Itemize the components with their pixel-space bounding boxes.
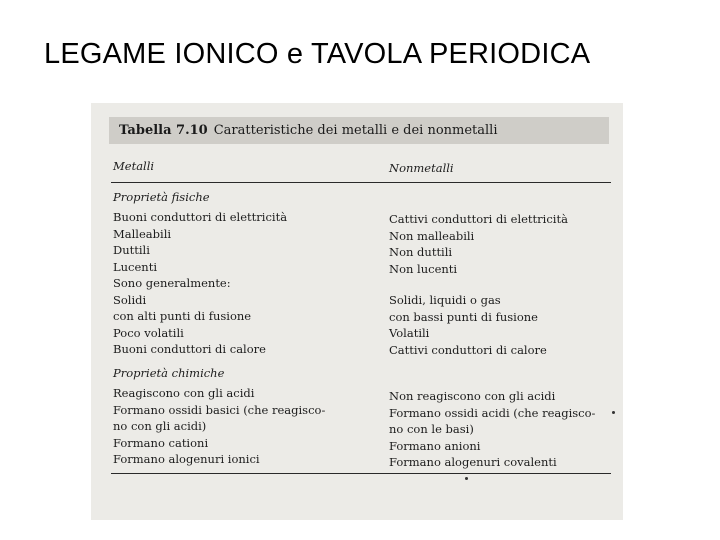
list-item: Formano alogenuri ionici: [113, 452, 260, 466]
list-item: Cattivi conduttori di elettricità: [389, 212, 568, 226]
list-item: Poco volatili: [113, 325, 184, 340]
list-item: Sono generalmente:: [113, 276, 231, 290]
list-item: Duttili: [113, 243, 150, 257]
table-number: Tabella 7.10: [119, 123, 208, 138]
list-item: Solidi: [113, 292, 147, 307]
general-properties-metals: [113, 275, 266, 358]
list-item: no con gli acidi): [113, 419, 207, 433]
list-item: Cattivi conduttori di calore: [389, 342, 547, 357]
physical-properties-nonmetals: [389, 211, 568, 277]
physical-properties-metals: [113, 209, 287, 275]
section-proprieta-fisiche: Proprietà fisiche: [113, 190, 210, 204]
list-item: Buoni conduttori di elettricità: [113, 210, 288, 224]
list-item: Solidi, liquidi o gas: [389, 293, 501, 307]
list-item: Formano anioni: [389, 438, 481, 453]
scanned-table-image: [91, 103, 623, 520]
list-item: Non lucenti: [389, 261, 458, 276]
list-item: Lucenti: [113, 259, 157, 274]
list-item: Formano alogenuri covalenti: [389, 455, 557, 469]
general-properties-nonmetals: [389, 292, 547, 358]
list-item: Reagiscono con gli acidi: [113, 386, 255, 400]
list-item: Malleabili: [113, 226, 172, 241]
table-caption: [119, 123, 498, 138]
table-caption-text: Caratteristiche dei metalli e dei nonmetalli: [213, 123, 498, 138]
footer-rule: [111, 473, 611, 474]
header-rule: [111, 182, 611, 183]
list-item: Formano cationi: [113, 435, 209, 450]
list-item: Non malleabili: [389, 228, 475, 243]
list-item: no con le basi): [389, 422, 474, 436]
scan-speck: [612, 411, 615, 414]
list-item: con bassi punti di fusione: [389, 309, 538, 324]
list-item: Formano ossidi basici (che reagisco-: [113, 402, 326, 417]
list-item: Non duttili: [389, 245, 453, 259]
column-header-metalli: Metalli: [113, 159, 155, 173]
column-header-nonmetalli: Nonmetalli: [389, 161, 454, 175]
chemical-properties-nonmetals: [389, 388, 595, 471]
chemical-properties-metals: [113, 385, 325, 468]
scan-speck: [465, 477, 468, 480]
list-item: con alti punti di fusione: [113, 309, 252, 323]
section-proprieta-chimiche: Proprietà chimiche: [113, 366, 225, 380]
list-item: Non reagiscono con gli acidi: [389, 389, 556, 403]
list-item: Volatili: [389, 326, 430, 340]
list-item: Formano ossidi acidi (che reagisco-: [389, 405, 596, 420]
list-item: Buoni conduttori di calore: [113, 342, 266, 356]
slide-title: LEGAME IONICO e TAVOLA PERIODICA: [44, 38, 591, 70]
